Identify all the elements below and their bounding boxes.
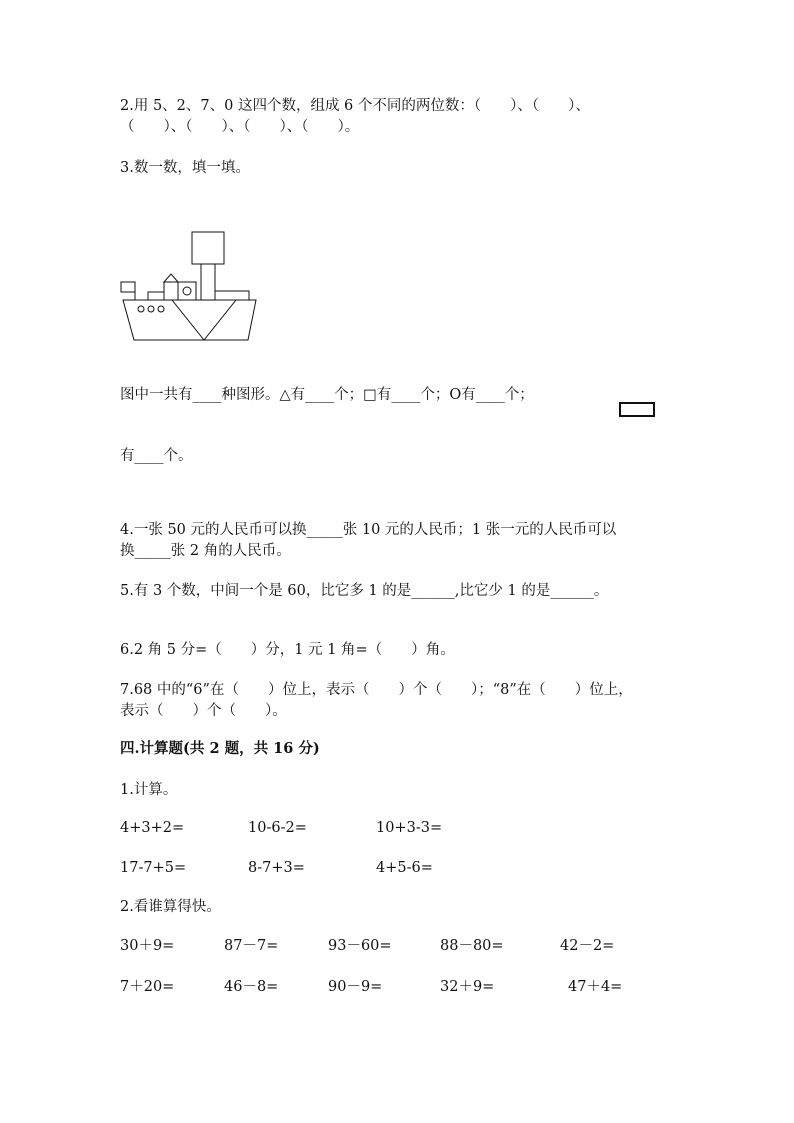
q3-title: 3.数一数，填一填。 <box>120 160 250 176</box>
calc2-item: 87－7= <box>224 938 279 954</box>
q4-line1: 4.一张 50 元的人民币可以换_____张 10 元的人民币；1 张一元的人民币可以 <box>120 522 617 538</box>
calc2-item: 46－8= <box>224 979 279 995</box>
calc1-title: 1.计算。 <box>120 782 178 798</box>
calc2-item: 90－9= <box>328 979 383 995</box>
calc1-item: 10-6-2= <box>248 820 307 836</box>
calc1-item: 8-7+3= <box>248 860 305 876</box>
q7-line1: 7.68 中的“6”在（ ）位上，表示（ ）个（ ）；“8”在（ ）位上， <box>120 682 633 698</box>
q2-line1: 2.用 5、2、7、0 这四个数，组成 6 个不同的两位数：（ ）、（ ）、 <box>120 98 590 114</box>
calc2-item: 30＋9= <box>120 938 175 954</box>
calc2-item: 88－80= <box>440 938 504 954</box>
calc2-item: 42－2= <box>560 938 615 954</box>
calc1-item: 4+3+2= <box>120 820 185 836</box>
section4-title: 四.计算题(共 2 题，共 16 分) <box>120 740 320 757</box>
q4-line2: 换_____张 2 角的人民币。 <box>120 543 291 559</box>
q7-line2: 表示（ ）个（ ）。 <box>120 703 287 719</box>
ship-figure <box>118 228 258 344</box>
calc1-item: 4+5-6= <box>376 860 433 876</box>
q3-fill-line2: 有____个。 <box>120 448 193 464</box>
q5-line1: 5.有 3 个数，中间一个是 60，比它多 1 的是______,比它少 1 的是______。 <box>120 583 609 599</box>
rectangle-icon <box>619 402 655 417</box>
calc2-item: 7＋20= <box>120 979 175 995</box>
calc2-item: 32＋9= <box>440 979 495 995</box>
q6-line1: 6.2 角 5 分=（ ）分，1 元 1 角=（ ）角。 <box>120 642 455 658</box>
calc2-item: 93－60= <box>328 938 392 954</box>
q2-line2: （ ）、（ ）、（ ）、（ ）。 <box>120 119 360 135</box>
calc1-item: 10+3-3= <box>376 820 443 836</box>
q3-fill-line1: 图中一共有____种图形。△有____个；□有____个；O有____个； <box>120 387 534 403</box>
calc1-item: 17-7+5= <box>120 860 187 876</box>
calc2-item: 47＋4= <box>568 979 623 995</box>
calc2-title: 2.看谁算得快。 <box>120 899 221 915</box>
